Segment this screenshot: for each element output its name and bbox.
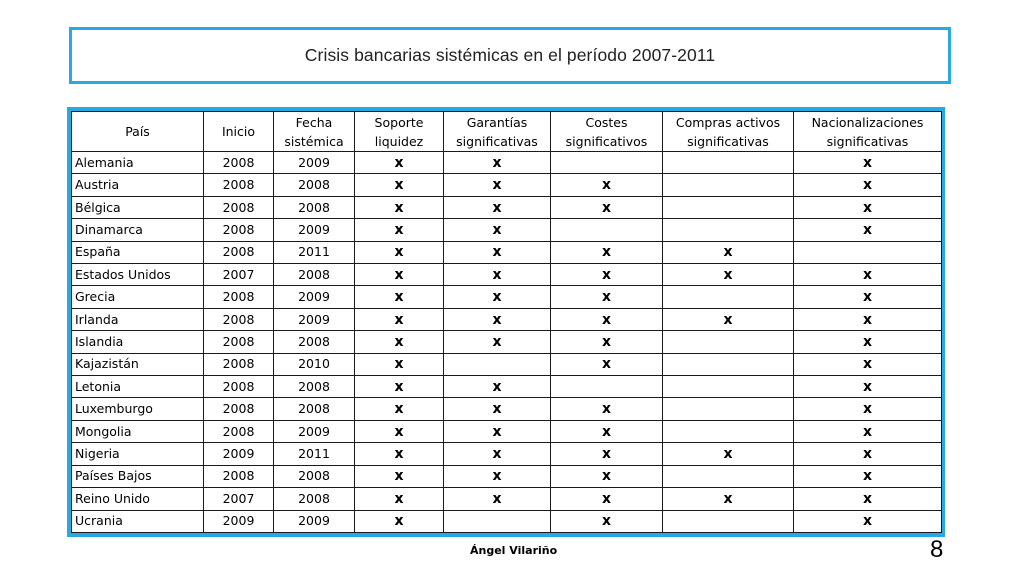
check-mark-cell: x (355, 465, 444, 487)
check-mark-cell: x (444, 420, 551, 442)
check-mark-cell: x (794, 174, 942, 196)
check-mark-cell: x (663, 241, 794, 263)
check-mark-cell: x (663, 264, 794, 286)
country-cell: Kajazistán (72, 353, 204, 375)
start-year-cell: 2009 (204, 510, 274, 533)
empty-cell (663, 510, 794, 533)
footer-author: Ángel Vilariño (470, 544, 558, 557)
table-row (72, 152, 942, 174)
header-costs (551, 112, 663, 152)
header-label: liquidez (374, 133, 424, 149)
header-nationalizations (794, 112, 942, 152)
table-row (72, 353, 942, 375)
slide-title: Crisis bancarias sistémicas en el período 2007-2011 (304, 45, 716, 65)
check-mark-cell: x (444, 196, 551, 218)
empty-cell (663, 174, 794, 196)
header-systemic-date (274, 112, 355, 152)
empty-cell (663, 219, 794, 241)
check-mark-cell: x (444, 174, 551, 196)
check-mark-cell: x (551, 510, 663, 533)
check-mark-cell: x (551, 353, 663, 375)
check-mark-cell: x (355, 510, 444, 533)
check-mark-cell: x (794, 219, 942, 241)
check-mark-cell: x (444, 308, 551, 330)
start-year-cell: 2008 (204, 286, 274, 308)
check-mark-cell: x (794, 488, 942, 510)
table-row (72, 488, 942, 510)
country-cell: España (72, 241, 204, 263)
header-label: sistémica (284, 133, 344, 149)
check-mark-cell: x (794, 398, 942, 420)
check-mark-cell: x (794, 353, 942, 375)
systemic-year-cell: 2009 (274, 286, 355, 308)
check-mark-cell: x (355, 420, 444, 442)
systemic-year-cell: 2009 (274, 152, 355, 174)
check-mark-cell: x (551, 420, 663, 442)
check-mark-cell: x (355, 488, 444, 510)
check-mark-cell: x (444, 376, 551, 398)
check-mark-cell: x (355, 286, 444, 308)
check-mark-cell: x (551, 308, 663, 330)
check-mark-cell: x (355, 376, 444, 398)
systemic-year-cell: 2009 (274, 219, 355, 241)
check-mark-cell: x (444, 331, 551, 353)
table-row (72, 443, 942, 465)
start-year-cell: 2008 (204, 152, 274, 174)
empty-cell (444, 510, 551, 533)
empty-cell (551, 376, 663, 398)
empty-cell (663, 376, 794, 398)
table-header-row (72, 112, 942, 152)
check-mark-cell: x (444, 264, 551, 286)
page-number: 8 (930, 536, 944, 563)
check-mark-cell: x (794, 443, 942, 465)
check-mark-cell: x (794, 376, 942, 398)
check-mark-cell: x (794, 152, 942, 174)
check-mark-cell: x (444, 152, 551, 174)
header-label: Inicio (221, 124, 256, 139)
header-label: significativas (826, 133, 909, 149)
empty-cell (444, 353, 551, 375)
table-row (72, 376, 942, 398)
systemic-year-cell: 2011 (274, 241, 355, 263)
systemic-year-cell: 2008 (274, 376, 355, 398)
check-mark-cell: x (794, 264, 942, 286)
table-row (72, 465, 942, 487)
empty-cell (663, 353, 794, 375)
systemic-year-cell: 2008 (274, 331, 355, 353)
country-cell: Letonia (72, 376, 204, 398)
check-mark-cell: x (663, 443, 794, 465)
check-mark-cell: x (355, 241, 444, 263)
systemic-year-cell: 2009 (274, 420, 355, 442)
table-body (72, 152, 942, 533)
header-label: Soporte (374, 114, 424, 130)
check-mark-cell: x (355, 331, 444, 353)
check-mark-cell: x (551, 331, 663, 353)
check-mark-cell: x (794, 331, 942, 353)
title-box (69, 27, 951, 84)
check-mark-cell: x (551, 174, 663, 196)
start-year-cell: 2008 (204, 174, 274, 196)
systemic-year-cell: 2009 (274, 510, 355, 533)
start-year-cell: 2009 (204, 443, 274, 465)
check-mark-cell: x (551, 443, 663, 465)
systemic-year-cell: 2008 (274, 174, 355, 196)
table-row (72, 331, 942, 353)
header-guarantees (444, 112, 551, 152)
country-cell: Irlanda (72, 308, 204, 330)
check-mark-cell: x (444, 443, 551, 465)
table-row (72, 308, 942, 330)
table-row (72, 174, 942, 196)
country-cell: Ucrania (72, 510, 204, 533)
country-cell: Dinamarca (72, 219, 204, 241)
systemic-year-cell: 2008 (274, 465, 355, 487)
start-year-cell: 2008 (204, 219, 274, 241)
systemic-year-cell: 2009 (274, 308, 355, 330)
table-row (72, 286, 942, 308)
check-mark-cell: x (794, 510, 942, 533)
check-mark-cell: x (551, 264, 663, 286)
check-mark-cell: x (663, 308, 794, 330)
systemic-year-cell: 2008 (274, 398, 355, 420)
systemic-year-cell: 2010 (274, 353, 355, 375)
table-row (72, 510, 942, 533)
start-year-cell: 2008 (204, 353, 274, 375)
table-row (72, 264, 942, 286)
check-mark-cell: x (444, 241, 551, 263)
table-row (72, 219, 942, 241)
country-cell: Países Bajos (72, 465, 204, 487)
check-mark-cell: x (551, 196, 663, 218)
check-mark-cell: x (794, 420, 942, 442)
empty-cell (663, 152, 794, 174)
check-mark-cell: x (444, 488, 551, 510)
check-mark-cell: x (444, 219, 551, 241)
table-row (72, 241, 942, 263)
systemic-year-cell: 2008 (274, 264, 355, 286)
check-mark-cell: x (355, 174, 444, 196)
country-cell: Mongolia (72, 420, 204, 442)
check-mark-cell: x (551, 465, 663, 487)
header-label: significativas (456, 133, 538, 149)
systemic-year-cell: 2008 (274, 488, 355, 510)
start-year-cell: 2008 (204, 331, 274, 353)
country-cell: Austria (72, 174, 204, 196)
country-cell: Alemania (72, 152, 204, 174)
country-cell: Nigeria (72, 443, 204, 465)
empty-cell (663, 420, 794, 442)
check-mark-cell: x (355, 152, 444, 174)
empty-cell (663, 465, 794, 487)
header-label: significativos (565, 133, 648, 149)
empty-cell (663, 331, 794, 353)
start-year-cell: 2008 (204, 376, 274, 398)
empty-cell (663, 196, 794, 218)
start-year-cell: 2008 (204, 465, 274, 487)
check-mark-cell: x (794, 286, 942, 308)
empty-cell (663, 398, 794, 420)
check-mark-cell: x (444, 398, 551, 420)
empty-cell (551, 219, 663, 241)
systemic-year-cell: 2008 (274, 196, 355, 218)
country-cell: Bélgica (72, 196, 204, 218)
start-year-cell: 2008 (204, 398, 274, 420)
check-mark-cell: x (355, 264, 444, 286)
header-start (204, 112, 274, 152)
check-mark-cell: x (794, 196, 942, 218)
check-mark-cell: x (794, 465, 942, 487)
check-mark-cell: x (551, 286, 663, 308)
country-cell: Islandia (72, 331, 204, 353)
header-label: Costes (585, 114, 628, 130)
check-mark-cell: x (355, 308, 444, 330)
header-label: Nacionalizaciones (811, 114, 924, 130)
check-mark-cell: x (551, 488, 663, 510)
start-year-cell: 2008 (204, 196, 274, 218)
table-row (72, 398, 942, 420)
header-liquidity-support (355, 112, 444, 152)
empty-cell (794, 241, 942, 263)
header-label: Garantías (466, 114, 528, 130)
check-mark-cell: x (444, 286, 551, 308)
country-cell: Estados Unidos (72, 264, 204, 286)
table-row (72, 196, 942, 218)
header-label: Fecha (295, 114, 333, 130)
header-asset-purchases (663, 112, 794, 152)
country-cell: Reino Unido (72, 488, 204, 510)
header-label: País (125, 124, 150, 139)
empty-cell (663, 286, 794, 308)
table-row (72, 420, 942, 442)
check-mark-cell: x (355, 443, 444, 465)
header-label: Compras activos (675, 114, 781, 130)
start-year-cell: 2007 (204, 488, 274, 510)
check-mark-cell: x (355, 196, 444, 218)
start-year-cell: 2007 (204, 264, 274, 286)
crisis-table (71, 111, 942, 533)
empty-cell (551, 152, 663, 174)
country-cell: Grecia (72, 286, 204, 308)
check-mark-cell: x (355, 219, 444, 241)
systemic-year-cell: 2011 (274, 443, 355, 465)
check-mark-cell: x (794, 308, 942, 330)
country-cell: Luxemburgo (72, 398, 204, 420)
start-year-cell: 2008 (204, 241, 274, 263)
start-year-cell: 2008 (204, 308, 274, 330)
header-label: significativas (687, 133, 769, 149)
check-mark-cell: x (663, 488, 794, 510)
start-year-cell: 2008 (204, 420, 274, 442)
check-mark-cell: x (355, 398, 444, 420)
check-mark-cell: x (444, 465, 551, 487)
check-mark-cell: x (551, 241, 663, 263)
check-mark-cell: x (355, 353, 444, 375)
table-frame (67, 107, 945, 537)
check-mark-cell: x (551, 398, 663, 420)
header-country (72, 112, 204, 152)
